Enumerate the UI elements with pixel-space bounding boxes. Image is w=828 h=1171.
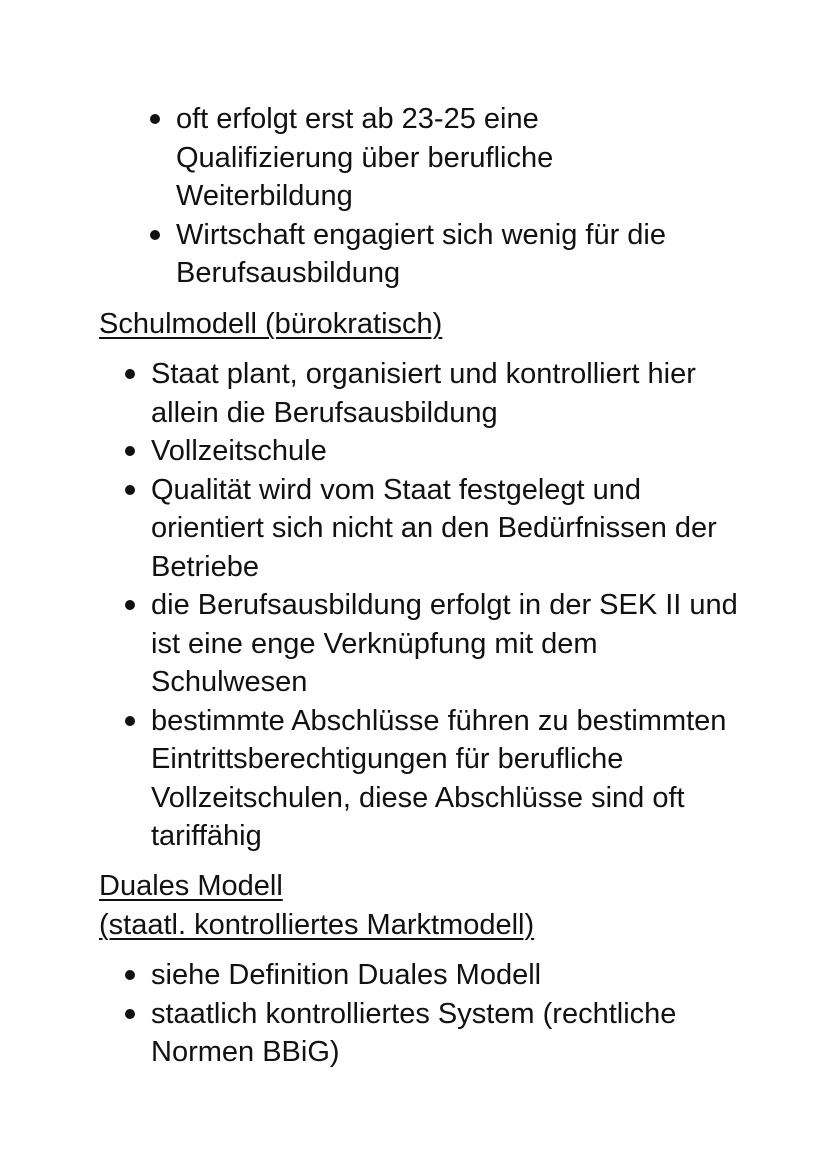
bullet-icon (125, 716, 135, 726)
list-item (125, 471, 745, 587)
bullet-icon (125, 446, 135, 456)
bullet-icon (150, 114, 160, 124)
list-item-text: die Berufsausbildung erfolgt in der SEK II und ist eine enge Verknüpfung mit dem Schulwesen (151, 589, 738, 698)
section-heading-school: Schulmodell (bürokratisch) (99, 308, 443, 340)
list-item-text: oft erfolgt erst ab 23-25 eine Qualifizierung über berufliche Weiterbildung (176, 103, 554, 212)
list-item-text: Wirtschaft engagiert sich wenig für die Berufsausbildung (176, 218, 666, 289)
bullet-icon (125, 1009, 135, 1019)
list-item (125, 586, 745, 702)
bullet-icon (125, 369, 135, 379)
list-item (125, 956, 725, 995)
list-item (125, 995, 725, 1072)
list-item (150, 216, 710, 293)
bullet-icon (125, 600, 135, 610)
section-heading-dual-line2: (staatl. kontrolliertes Marktmodell) (99, 908, 535, 941)
bullet-icon (125, 485, 135, 495)
list-item-text: Vollzeitschule (151, 435, 327, 467)
list-item-text: siehe Definition Duales Modell (151, 959, 542, 991)
list-item (125, 355, 745, 432)
bullet-list-dual (125, 956, 725, 1072)
list-item-text: Qualität wird vom Staat festgelegt und orientiert sich nicht an den Bedürfnissen der Betriebe (151, 473, 717, 583)
list-item-text: bestimmte Abschlüsse führen zu bestimmten Eintrittsberechtigungen für berufliche Vollzeitschulen, diese Abschlüsse sind oft tariffähig (151, 704, 727, 852)
list-item (125, 432, 745, 471)
list-item (150, 100, 710, 216)
list-item (125, 702, 745, 856)
bullet-list-school (125, 355, 745, 856)
list-item-text: staatlich kontrolliertes System (rechtliche Normen BBiG) (151, 997, 677, 1068)
section-heading-dual (99, 867, 534, 944)
bullet-icon (150, 230, 160, 240)
list-item-text: Staat plant, organisiert und kontrolliert hier allein die Berufsausbildung (151, 358, 696, 429)
bullet-list-top (150, 100, 710, 293)
section-heading-dual-line1: Duales Modell (99, 870, 283, 902)
bullet-icon (125, 970, 135, 980)
